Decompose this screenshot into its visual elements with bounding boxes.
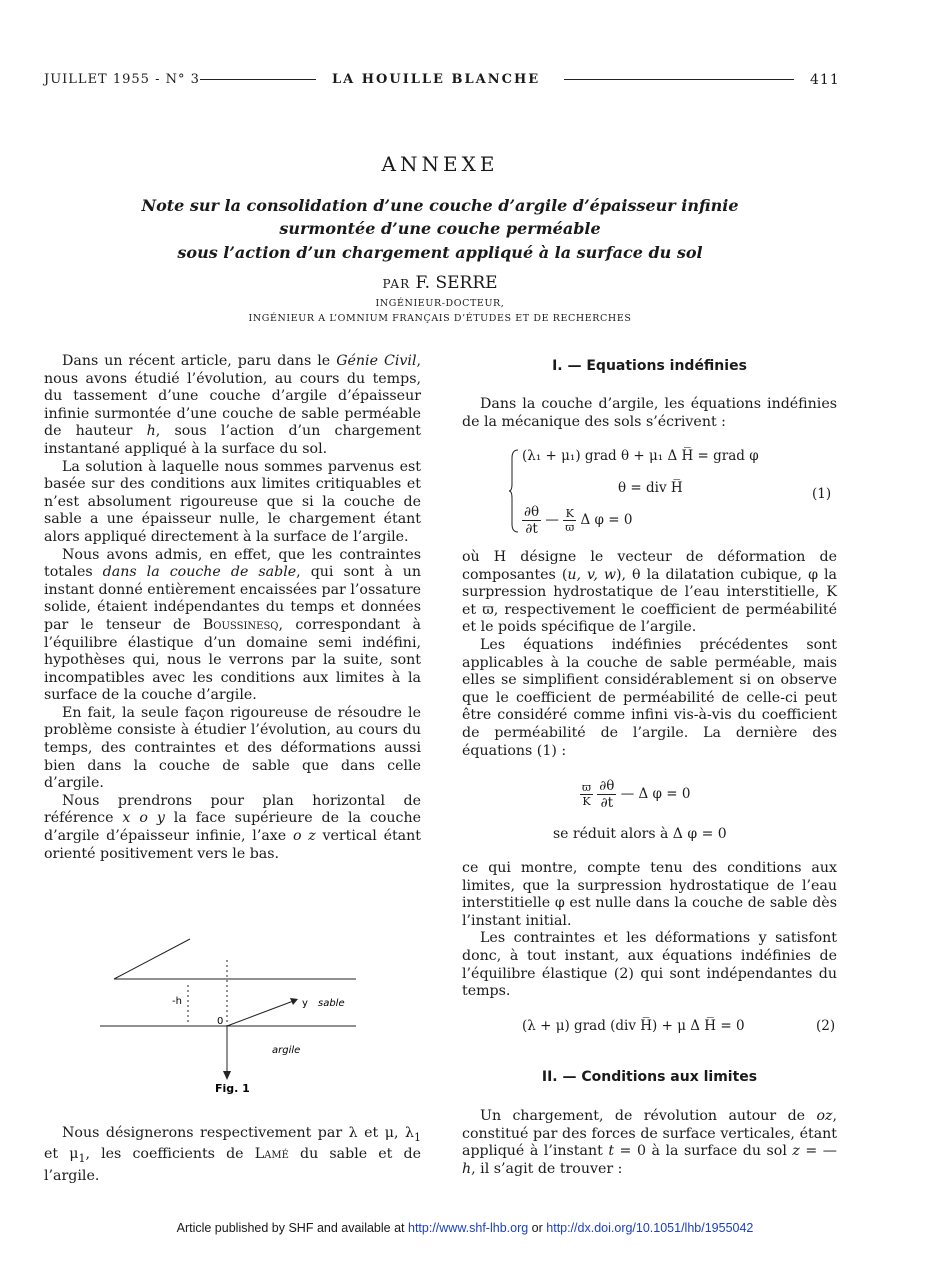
label-h: -h [172,996,182,1007]
right-paragraph-last [462,1108,837,1178]
paragraph: Dans la couche d’argile, les équations indéfinies de la mécanique des sols s’écrivent : [462,396,837,430]
header-issue: JUILLET 1955 - N° 3 [44,72,200,87]
paragraph: Les équations indéfinies précédentes sont applicables à la couche de sable perméable, mais elles se simplifient considérablement si on observe que le coefficient de perméabilité de celle-ci peut être considéré comme infini vis-à-vis du coefficient de perméabilité de l’argile. La dernière des équations (1) : [462,636,837,759]
section-2-heading: II. — Conditions aux limites [541,1069,758,1085]
footer-prefix: Article published by SHF and available at [176,1221,408,1235]
section-1-heading: I. — Equations indéfinies [552,358,747,374]
paragraph: Nous prendrons pour plan horizontal de référence x o y la face supérieure de la couche d’argile d’épaisseur infinie, l’axe o z vertical étant orienté positivement vers le bas. [44,792,421,862]
header-rule-left [200,79,316,80]
title-line-3: sous l’action d’un chargement appliqué à la surface du sol [177,243,703,262]
equation-2: (λ + μ) grad (div H̅) + μ Δ H̅ = 0 [522,1018,745,1034]
equation-reduces-to: se réduit alors à Δ φ = 0 [553,826,727,842]
paragraph: Un chargement, de révolution autour de oz, constitué par des forces de surface verticales, étant appliqué à l’instant t = 0 à la surface du sol z = — h, il s’agit de trouver : [462,1108,837,1177]
equation-1-line-3: $\frac{\partial\theta}{\partial t}$ — $\frac{K}{ϖ}$ Δ φ = 0 [524,504,633,537]
equation-system-1 [508,448,838,538]
author-line [0,273,880,293]
label-origin: 0 [217,1016,224,1027]
annexe-heading: ANNEXE [381,152,499,176]
equation-1-line-2: θ = div H̅ [618,480,683,496]
paragraph: où H désigne le vecteur de déformation de composantes (u, v, w), θ la dilatation cubique, φ la surpression hydrostatique de l’eau interstitielle, K et ϖ, respectivement le coefficient de perméabilité et le poids spécifique de l’argile. [462,549,837,636]
paragraph: En fait, la seule façon rigoureuse de résoudre le problème consiste à étudier l’évolution, au cours du temps, des contraintes et des déformations aussi bien dans la couche de sable que dans celle d’argile. [44,704,421,792]
y-axis [227,1000,296,1026]
author-role-2: INGÉNIEUR A L’OMNIUM FRANÇAIS D’ÉTUDES ET DE RECHERCHES [248,313,632,324]
author-name: F. SERRE [415,273,498,293]
brace-icon [508,448,520,534]
title-line-2: surmontée d’une couche perméable [279,219,601,238]
label-y: y [302,998,308,1009]
label-argile: argile [272,1045,301,1056]
paragraph: ce qui montre, compte tenu des conditions aux limites, que la surpression hydrostatique de l’eau interstitielle φ est nulle dans la couche de sable dès l’instant initial. [462,860,837,929]
paragraph: Dans un récent article, paru dans le Génie Civil, nous avons étudié l’évolution, au cours du temps, du tassement d’une couche d’argile d’épaisseur infinie surmontée d’une couche de sable perméable de hauteur h, sous l’action d’un chargement instantané appliqué à la surface du sol. [44,353,422,457]
paragraph: Les contraintes et les déformations y satisfont donc, à tout instant, aux équations indéfinies de l’équilibre élastique (2) qui sont indépendantes du temps. [462,930,837,1000]
right-paragraphs-3 [462,860,837,1001]
load-line [114,939,190,979]
footer-link-doi[interactable]: http://dx.doi.org/10.1051/lhb/1955042 [546,1221,754,1235]
z-axis-arrow-icon [223,1071,231,1080]
header-page-number: 411 [810,72,840,88]
header-journal: LA HOUILLE BLANCHE [332,72,541,87]
paragraph: Nous désignerons respectivement par λ et μ, $\lambda_1$ et $\mu_1$, les coefficients de Lamé du sable et de l’argile. [44,1125,422,1184]
footer-link-shf[interactable]: http://www.shf-lhb.org [408,1221,529,1235]
label-sable: sable [318,998,345,1009]
figure-1 [100,930,370,1100]
equation-1-line-1: (λ₁ + μ₁) grad θ + μ₁ Δ H̅ = grad φ [522,448,759,464]
equation-reduced: $\frac{ϖ}{K}$ $\frac{\partial\theta}{\partial t}$ — Δ φ = 0 [582,778,691,811]
equation-1-number: (1) [812,486,832,502]
author-role-1: INGÉNIEUR-DOCTEUR, [375,298,505,309]
left-column-end [44,1125,421,1185]
figure-caption: Fig. 1 [215,1082,250,1095]
footer-note [0,1221,930,1235]
right-paragraphs-2 [462,549,837,760]
right-paragraph-1 [462,396,837,431]
header-rule-right [564,79,794,80]
author-par: PAR [382,277,411,291]
title-line-1: Note sur la consolidation d’une couche d’argile d’épaisseur infinie [141,196,739,215]
left-column [44,353,421,863]
paragraph: Nous avons admis, en effet, que les contraintes totales dans la couche de sable, qui sont à un instant donné entièrement encaissées par l’ossature solide, étaient indépendantes du temps et données par le tenseur de Boussinesq, correspondant à l’équilibre élastique d’un domaine semi indéfini, hypothèses qui, nous le verrons par la suite, sont incompatibles avec les conditions aux limites à la surface de la couche d’argile. [44,546,422,704]
paragraph: La solution à laquelle nous sommes parvenus est basée sur des conditions aux limites critiquables et n’est absolument rigoureuse que si la couche de sable a une épaisseur nulle, le chargement étant alors appliqué directement à la surface de l’argile. [44,458,421,545]
footer-mid: or [528,1221,547,1235]
equation-2-number: (2) [816,1018,836,1034]
